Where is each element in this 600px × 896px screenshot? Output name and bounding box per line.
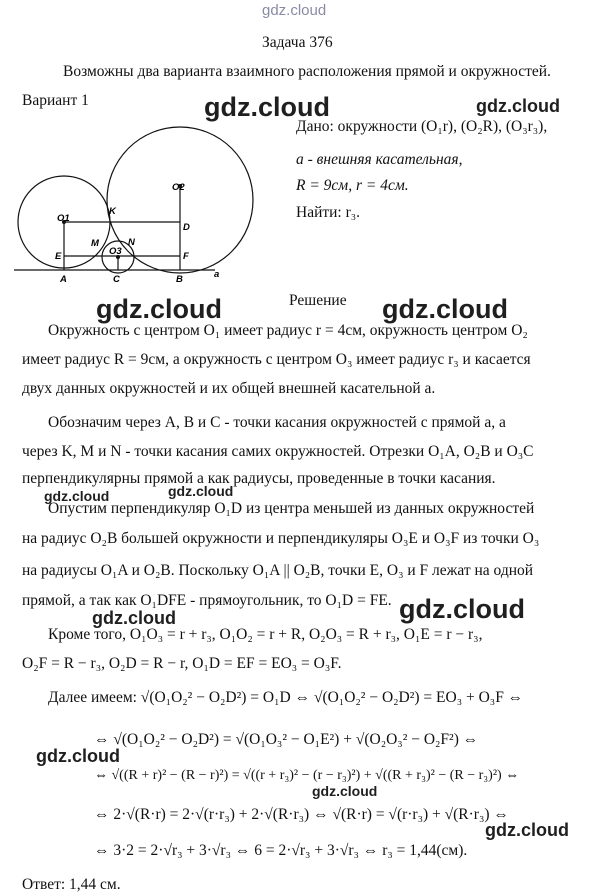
paragraph-line: O₂F = R − r₃, O₂D = R − r, O₁D = EF = EO₃ = O₃F.: [22, 655, 342, 672]
math-line: ⇔ 2·√(R·r) = 2·√(r·r₃) + 2·√(R·r₃) ⇔ √(R·r) = √(r·r₃) + √(R·r₃) ⇔: [94, 806, 509, 823]
geometry-diagram: [0, 118, 290, 293]
label-line-a: a: [214, 269, 220, 280]
given-line-1: Дано: окружности (O₁r), (O₂R), (O₃r₃),: [296, 118, 548, 135]
label-b: B: [176, 274, 183, 285]
page-title: Задача 376: [262, 34, 333, 51]
paragraph-line: прямой, а так как O₁DFE - прямоугольник, то O₁D = FE.: [22, 592, 392, 609]
variant-label: Вариант 1: [22, 92, 89, 109]
label-o1: O1: [57, 213, 70, 224]
watermark-top: gdz.cloud: [262, 2, 327, 19]
answer: Ответ: 1,44 см.: [22, 876, 121, 893]
label-o2: O2: [172, 182, 185, 193]
label-o3: O3: [109, 246, 122, 257]
label-d: D: [183, 222, 190, 233]
math-line: ⇔ √((R + r)² − (R − r)²) = √((r + r₃)² − (r − r₃)²) + √((R + r₃)² − (R − r₃)²) ⇔: [94, 768, 520, 783]
paragraph-line: двух данных окружностей и их общей внешней касательной a.: [22, 380, 436, 397]
solution-title: Решение: [289, 292, 347, 309]
math-line: ⇔ √(O₁O₂² − O₂D²) = √(O₁O₃² − O₁E²) + √(O₂O₃² − O₂F²) ⇔: [94, 731, 479, 748]
watermark: gdz.cloud: [96, 294, 222, 324]
label-n: N: [128, 237, 135, 248]
given-line-2: a - внешняя касательная,: [296, 151, 463, 168]
watermark: gdz.cloud: [399, 594, 525, 624]
paragraph-line: Обозначим через A, B и C - точки касания окружностей с прямой a, а: [48, 414, 506, 431]
watermark: gdz.cloud: [382, 294, 508, 324]
watermark: gdz.cloud: [485, 820, 569, 840]
watermark: gdz.cloud: [168, 483, 234, 499]
paragraph-line: через K, M и N - точки касания самих окружностей. Отрезки O₁A, O₂B и O₃C: [22, 443, 534, 460]
label-k: K: [109, 206, 116, 217]
label-e: E: [55, 251, 62, 262]
paragraph-line: на радиус O₂B большей окружности и перпендикуляры O₃E и O₃F из точки O₃: [22, 530, 540, 547]
paragraph-line: Кроме того, O₁O₃ = r + r₃, O₁O₂ = r + R, O₂O₃ = R + r₃, O₁E = r − r₃,: [48, 626, 483, 643]
paragraph-line: на радиусы O₁A и O₂B. Поскольку O₁A || O₂B, точки E, O₃ и F лежат на одной: [22, 562, 534, 579]
label-c: C: [113, 274, 120, 285]
label-f: F: [183, 251, 189, 262]
paragraph-line: имеет радиус R = 9см, а окружность с центром O₃ имеет радиус r₃ и касается: [22, 351, 531, 368]
label-m: M: [91, 238, 99, 249]
paragraph-line: перпендикулярны прямой a как радиусы, проведенные в точки касания.: [22, 470, 496, 487]
paragraph-line: Окружность с центром O₁ имеет радиус r = 4см, окружность центром O₂: [48, 322, 528, 339]
watermark: gdz.cloud: [92, 608, 176, 628]
watermark: gdz.cloud: [36, 746, 120, 766]
intro-text: Возможны два варианта взаимного расположения прямой и окружностей.: [63, 63, 551, 80]
given-line-4: Найти: r₃.: [296, 204, 361, 221]
watermark: gdz.cloud: [312, 783, 378, 799]
paragraph-line: Опустим перпендикуляр O₁D из центра меньшей из данных окружностей: [48, 500, 535, 517]
label-a: A: [60, 274, 67, 285]
math-line: Далее имеем: √(O₁O₂² − O₂D²) = O₁D ⇔ √(O₁O₂² − O₂D²) = EO₃ + O₃F ⇔: [48, 689, 524, 706]
watermark: gdz.cloud: [44, 488, 110, 504]
watermark: gdz.cloud: [204, 92, 330, 122]
math-line: ⇔ 3·2 = 2·√r₃ + 3·√r₃ ⇔ 6 = 2·√r₃ + 3·√r₃ ⇔ r₃ = 1,44(см).: [94, 842, 468, 859]
given-line-3: R = 9см, r = 4см.: [296, 177, 409, 194]
watermark: gdz.cloud: [476, 96, 560, 116]
